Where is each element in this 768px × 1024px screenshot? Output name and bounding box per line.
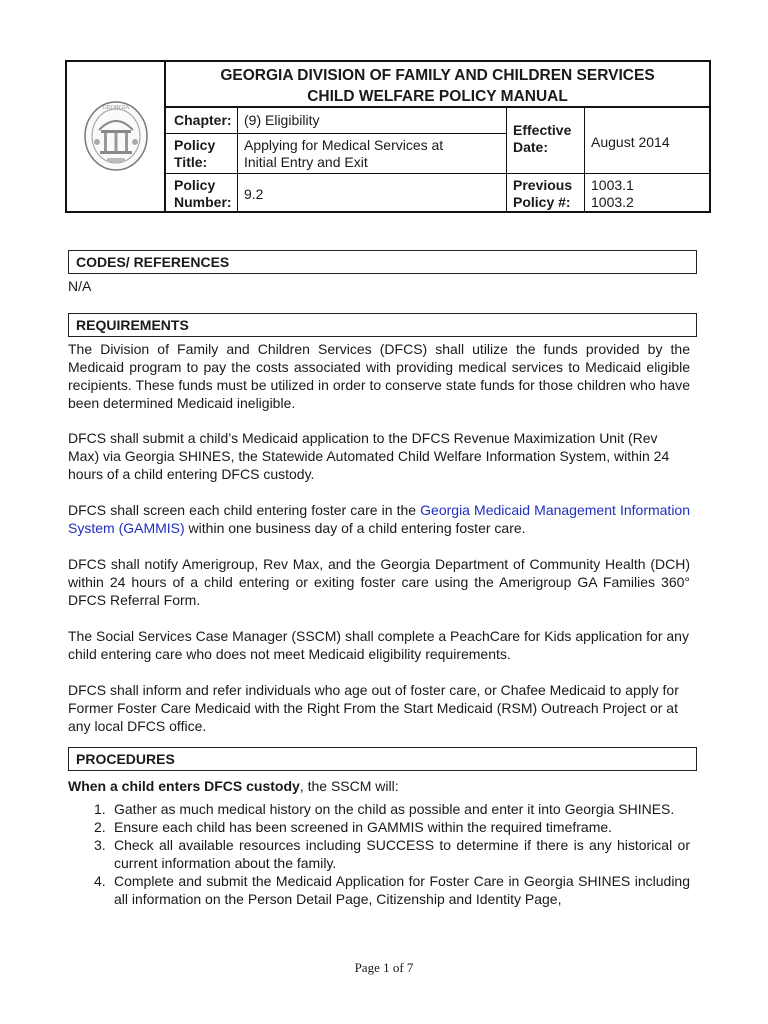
- policy-title-value-line2: Initial Entry and Exit: [244, 154, 368, 170]
- section-heading-procedures: PROCEDURES: [68, 747, 697, 771]
- state-of-georgia-seal-icon: [83, 100, 149, 172]
- requirements-paragraph-3: [68, 501, 690, 537]
- previous-policy-1: 1003.1: [591, 177, 634, 193]
- procedures-steps-list: [68, 800, 690, 908]
- p3-text-before: DFCS shall screen each child entering foster care in the: [68, 502, 421, 518]
- step-text: Check all available resources including SUCCESS to determine if there is any historical or current information about the family.: [114, 837, 690, 871]
- procedures-intro-rest: , the SSCM will:: [299, 778, 399, 794]
- requirements-paragraph-1: The Division of Family and Children Services (DFCS) shall utilize the funds provided by the Medicaid program to pay the costs associated with providing medical services to Medicaid eligible recipients. These funds must be utilized in order to conserve state funds for those children who have been determined Medicaid ineligible.: [68, 341, 690, 411]
- step-text: Gather as much medical history on the child as possible and enter it into Georgia SHINES.: [114, 801, 675, 817]
- policy-number-label: [168, 174, 237, 211]
- requirements-paragraph-5: The Social Services Case Manager (SSCM) shall complete a PeachCare for Kids application for any child entering care who does not meet Medicaid eligibility requirements.: [68, 628, 689, 662]
- policy-title-value: [238, 134, 506, 173]
- step-number: 4.: [94, 873, 106, 889]
- step-number: 2.: [94, 819, 106, 835]
- effective-date-label: [507, 119, 584, 159]
- policy-title-label-line2: Title:: [174, 154, 208, 170]
- p3-text-after: within one business day of a child entering foster care.: [184, 520, 526, 536]
- title-line-1: GEORGIA DIVISION OF FAMILY AND CHILDREN SERVICES: [220, 67, 655, 84]
- procedure-step: [94, 800, 690, 818]
- procedure-step: [94, 872, 690, 908]
- step-text: Ensure each child has been screened in GAMMIS within the required timeframe.: [114, 819, 613, 835]
- procedures-intro-bold: When a child enters DFCS custody: [68, 778, 300, 794]
- gammis-link[interactable]: Georgia Medicaid Management Information System (GAMMIS): [68, 502, 691, 536]
- policy-number-label-line1: Policy: [174, 177, 216, 193]
- effective-label-line2: Date:: [513, 139, 549, 155]
- requirements-paragraph-4: DFCS shall notify Amerigroup, Rev Max, and the Georgia Department of Community Health (DCH) within 24 hours of a child entering or exiting foster care using the Amerigroup GA Families 360° DFCS Referral Form.: [68, 556, 690, 608]
- policy-title-label-line1: Policy: [174, 137, 216, 153]
- manual-title: [166, 62, 709, 108]
- step-number: 3.: [94, 837, 106, 853]
- section-heading-codes: CODES/ REFERENCES: [68, 250, 697, 274]
- step-number: 1.: [94, 801, 106, 817]
- step-text: Complete and submit the Medicaid Application for Foster Care in Georgia SHINES including all information on the Person Detail Page, Citizenship and Identity Page,: [114, 873, 690, 907]
- procedure-step: [94, 836, 690, 872]
- previous-policy-label: [507, 174, 584, 214]
- section-heading-requirements: REQUIREMENTS: [68, 313, 697, 337]
- chapter-label: Chapter:: [174, 112, 232, 128]
- effective-label-line1: Effective: [513, 122, 572, 138]
- page-number: Page 1 of 7: [354, 960, 414, 975]
- previous-label-line2: Policy #:: [513, 194, 571, 210]
- svg-text:GEORGIA: GEORGIA: [102, 105, 130, 111]
- policy-title-value-line1: Applying for Medical Services at: [244, 137, 444, 153]
- policy-title-label: [168, 134, 237, 173]
- requirements-paragraph-2: DFCS shall submit a child’s Medicaid application to the DFCS Revenue Maximization Unit (Rev Max) via Georgia SHINES, the Statewide Automated Child Welfare Information System, within 24 hours of a child entering DFCS custody.: [68, 430, 670, 482]
- requirements-paragraph-6: DFCS shall inform and refer individuals who age out of foster care, or Chafee Medicaid to apply for Former Foster Care Medicaid with the Right From the Start Medicaid (RSM) Outreach Project or at any local DFCS office.: [68, 682, 679, 734]
- seal-cell: [67, 62, 166, 211]
- previous-policy-value: [585, 174, 705, 214]
- procedures-intro: [68, 777, 690, 795]
- effective-date-value: August 2014: [591, 134, 670, 150]
- codes-body: N/A: [68, 278, 92, 294]
- policy-number-label-line2: Number:: [174, 194, 232, 210]
- previous-label-line1: Previous: [513, 177, 573, 193]
- title-line-2: CHILD WELFARE POLICY MANUAL: [307, 88, 568, 105]
- previous-policy-2: 1003.2: [591, 194, 634, 210]
- policy-header-table: [65, 60, 711, 213]
- chapter-value: (9) Eligibility: [244, 112, 320, 128]
- procedure-step: [94, 818, 690, 836]
- policy-number-value: 9.2: [244, 186, 264, 202]
